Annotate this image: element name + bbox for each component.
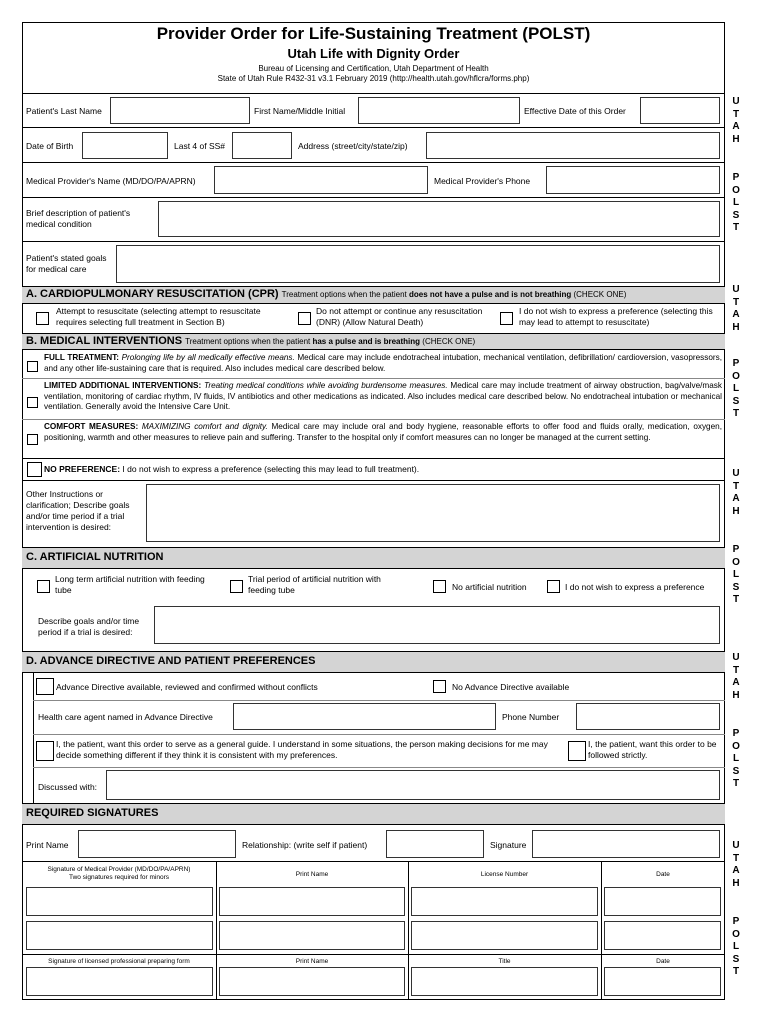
provider-license-2-input[interactable]	[411, 921, 598, 950]
section-d-title: D. ADVANCE DIRECTIVE AND PATIENT PREFERENCES	[26, 655, 316, 667]
full-treatment-checkbox[interactable]	[27, 361, 38, 372]
long-term-nutrition-label: Long term artificial nutrition with feeding tube	[55, 574, 205, 595]
condition-input[interactable]	[158, 201, 720, 237]
first-name-input[interactable]	[358, 97, 520, 124]
cpr-attempt-label: Attempt to resuscitate (selecting attempt to resuscitate requires selecting full treatment in Section B)	[56, 306, 261, 327]
full-treatment-text	[44, 353, 722, 374]
ssn-input[interactable]	[232, 132, 292, 159]
col-date-2: Date	[656, 958, 670, 965]
sig-table-col-divider	[408, 861, 409, 1000]
limited-interventions-checkbox[interactable]	[27, 397, 38, 408]
comfort-measures-text	[44, 422, 722, 443]
divider	[22, 480, 725, 481]
first-name-label: First Name/Middle Initial	[254, 106, 346, 116]
section-a-title	[26, 288, 626, 300]
divider	[22, 197, 725, 198]
section-a-note-post: (CHECK ONE)	[571, 290, 627, 299]
agent-phone-label: Phone Number	[502, 712, 560, 722]
full-treatment-title: FULL TREATMENT:	[44, 353, 120, 362]
effective-date-label: Effective Date of this Order	[524, 106, 626, 116]
divider	[33, 734, 725, 735]
effective-date-input[interactable]	[640, 97, 720, 124]
nutrition-nopref-label: I do not wish to express a preference	[565, 582, 705, 592]
limited-body: Medical care may include treatment of airway obstruction, bag/valve/mask ventilation, monitoring of cardiac rhythm, IV fluids, IV antibiotics and other medications as indicated. Also includes medical care described below. No endotracheal intubation or mechanical ventilation. Generally avoid the Intensive Care Unit.	[44, 381, 722, 411]
nutrition-goals-label: Describe goals and/or time period if a trial is desired:	[38, 616, 140, 637]
ad-available-checkbox[interactable]	[36, 678, 54, 695]
last-name-input[interactable]	[110, 97, 250, 124]
cpr-nopref-label: I do not wish to express a preference (selecting this may lead to attempt to resuscitate)	[519, 306, 713, 327]
form-title: Provider Order for Life-Sustaining Treatment (POLST)	[156, 24, 591, 43]
general-guide-label: I, the patient, want this order to serve as a general guide. I understand in some situations, the person making decisions for me may decide something different if they think it is consistent with my preferences.	[56, 739, 548, 760]
prep-date-input[interactable]	[604, 967, 721, 996]
ad-available-label: Advance Directive available, reviewed and confirmed without conflicts	[56, 682, 318, 692]
sig-table-col-divider	[601, 861, 602, 1000]
cpr-attempt-checkbox[interactable]	[36, 312, 49, 325]
full-treatment-body: Medical care may include endotracheal intubation, mechanical ventilation, defibrillation/ cardioversion, vasopressors, and any other life-sustaining care that is required. Also includes medical care described below.	[44, 353, 722, 373]
side-label-polst: P O L S T	[732, 916, 740, 977]
strict-order-checkbox[interactable]	[568, 741, 586, 761]
address-input[interactable]	[426, 132, 720, 159]
side-label-polst: P O L S T	[732, 172, 740, 233]
section-b-title	[26, 335, 475, 347]
form-subtitle: Utah Life with Dignity Order	[287, 46, 460, 61]
comfort-measures-checkbox[interactable]	[27, 434, 38, 445]
no-nutrition-label: No artificial nutrition	[452, 582, 527, 592]
section-b-title-text: B. MEDICAL INTERVENTIONS	[26, 335, 183, 347]
divider	[22, 419, 725, 420]
cpr-dnr-checkbox[interactable]	[298, 312, 311, 325]
dob-label: Date of Birth	[26, 141, 74, 151]
goals-input[interactable]	[116, 245, 720, 283]
provider-sig-1-input[interactable]	[26, 887, 213, 916]
no-nutrition-checkbox[interactable]	[433, 580, 446, 593]
divider	[33, 767, 725, 768]
sig-signature-input[interactable]	[532, 830, 720, 858]
header-line-2: State of Utah Rule R432-31 v3.1 February 2019 (http://health.utah.gov/hflcra/forms.php)	[217, 74, 530, 83]
limited-italic: Treating medical conditions while avoiding burdensome measures.	[203, 381, 448, 390]
prep-sig-label: Signature of licensed professional preparing form	[48, 958, 190, 965]
comfort-body: Medical care may include oral and body hygiene, reasonable efforts to offer food and fluids orally, medication, oxygen, positioning, warmth and other measures to relieve pain and suffering. Transfer to the hospital only if comfort measures can no longer be managed at the current setting.	[44, 422, 722, 442]
provider-print-2-input[interactable]	[219, 921, 405, 950]
address-label: Address (street/city/state/zip)	[298, 141, 408, 151]
side-label-utah: U T A H	[732, 284, 740, 333]
agent-label: Health care agent named in Advance Directive	[38, 712, 213, 722]
section-c-title: C. ARTIFICIAL NUTRITION	[26, 551, 164, 563]
comfort-italic: MAXIMIZING comfort and dignity.	[141, 422, 268, 431]
long-term-nutrition-checkbox[interactable]	[37, 580, 50, 593]
section-a-note-bold: does not have a pulse and is not breathing	[409, 290, 572, 299]
trial-nutrition-checkbox[interactable]	[230, 580, 243, 593]
no-ad-checkbox[interactable]	[433, 680, 446, 693]
agent-phone-input[interactable]	[576, 703, 720, 730]
discussed-input[interactable]	[106, 770, 720, 800]
provider-phone-input[interactable]	[546, 166, 720, 194]
section-a-note	[282, 290, 627, 299]
section-a-note-pre: Treatment options when the patient	[281, 290, 409, 299]
divider	[22, 93, 725, 94]
nutrition-nopref-checkbox[interactable]	[547, 580, 560, 593]
side-label-utah: U T A H	[732, 840, 740, 889]
col-date: Date	[656, 871, 670, 878]
divider	[22, 458, 725, 459]
col-print-name: Print Name	[295, 871, 329, 878]
provider-date-1-input[interactable]	[604, 887, 721, 916]
provider-sig-label: Signature of Medical Provider (MD/DO/PA/APRN)	[47, 866, 191, 873]
agent-input[interactable]	[233, 703, 496, 730]
side-label-polst: P O L S T	[732, 358, 740, 419]
provider-name-input[interactable]	[214, 166, 428, 194]
general-guide-checkbox[interactable]	[36, 741, 54, 761]
dob-input[interactable]	[82, 132, 168, 159]
sig-relationship-input[interactable]	[386, 830, 484, 858]
section-b-note-bold: has a pulse and is breathing	[312, 337, 421, 346]
side-label-utah: U T A H	[732, 652, 740, 701]
full-treatment-italic: Prolonging life by all medically effective means.	[121, 353, 295, 362]
provider-date-2-input[interactable]	[604, 921, 721, 950]
prep-title-input[interactable]	[411, 967, 598, 996]
cpr-dnr-label: Do not attempt or continue any resuscitation (DNR) (Allow Natural Death)	[316, 306, 483, 327]
trial-nutrition-label: Trial period of artificial nutrition with feeding tube	[248, 574, 381, 595]
strict-order-label: I, the patient, want this order to be followed strictly.	[588, 739, 717, 760]
divider	[22, 162, 725, 163]
col-title: Title	[498, 958, 511, 965]
form-header	[22, 24, 725, 83]
section-b-note-pre: Treatment options when the patient	[185, 337, 313, 346]
no-preference-text	[44, 464, 419, 474]
header-line-1: Bureau of Licensing and Certification, Utah Department of Health	[258, 64, 489, 73]
divider	[22, 954, 725, 955]
section-b-note	[185, 337, 475, 346]
limited-interventions-text	[44, 381, 722, 413]
condition-label: Brief description of patient's medical condition	[26, 208, 131, 229]
divider	[22, 378, 725, 379]
side-label-utah: U T A H	[732, 468, 740, 517]
sig-print-name-label: Print Name	[26, 840, 69, 850]
no-preference-checkbox[interactable]	[27, 462, 42, 477]
provider-sig-note: Two signatures required for minors	[68, 874, 170, 881]
no-preference-title: NO PREFERENCE:	[44, 464, 121, 474]
nutrition-goals-input[interactable]	[154, 606, 720, 644]
side-label-polst: P O L S T	[732, 728, 740, 789]
divider	[22, 241, 725, 242]
no-preference-body: I do not wish to express a preference (selecting this may lead to full treatment).	[122, 464, 420, 474]
divider	[22, 127, 725, 128]
prep-sig-input[interactable]	[26, 967, 213, 996]
comfort-title: COMFORT MEASURES:	[44, 422, 139, 431]
col-print-name-2: Print Name	[295, 958, 329, 965]
no-ad-label: No Advance Directive available	[452, 682, 570, 692]
side-label-utah: U T A H	[732, 96, 740, 145]
divider	[22, 861, 725, 862]
provider-license-1-input[interactable]	[411, 887, 598, 916]
goals-label: Patient's stated goals for medical care	[26, 253, 107, 274]
provider-sig-2-input[interactable]	[26, 921, 213, 950]
signatures-title: REQUIRED SIGNATURES	[26, 807, 159, 819]
prep-print-input[interactable]	[219, 967, 405, 996]
section-d-left-rule	[33, 673, 34, 803]
provider-sig-header	[24, 866, 214, 882]
provider-phone-label: Medical Provider's Phone	[434, 176, 531, 186]
side-label-polst: P O L S T	[732, 544, 740, 605]
sig-table-col-divider	[216, 861, 217, 1000]
ssn-label: Last 4 of SS#	[174, 141, 226, 151]
discussed-label: Discussed with:	[38, 782, 98, 792]
divider	[33, 700, 725, 701]
other-instructions-input[interactable]	[146, 484, 720, 542]
provider-name-label: Medical Provider's Name (MD/DO/PA/APRN)	[26, 176, 196, 186]
sig-signature-label: Signature	[490, 840, 527, 850]
section-a-title-text: A. CARDIOPULMONARY RESUSCITATION (CPR)	[26, 288, 279, 300]
sig-relationship-label: Relationship: (write self if patient)	[242, 840, 368, 850]
limited-title: LIMITED ADDITIONAL INTERVENTIONS:	[44, 381, 202, 390]
col-license-number: License Number	[480, 871, 529, 878]
provider-print-1-input[interactable]	[219, 887, 405, 916]
cpr-nopref-checkbox[interactable]	[500, 312, 513, 325]
last-name-label: Patient's Last Name	[26, 106, 102, 116]
section-b-note-post: (CHECK ONE)	[420, 337, 476, 346]
other-instructions-label: Other Instructions or clarification; Describe goals and/or time period if a trial intervention is desired:	[26, 489, 130, 532]
sig-print-name-input[interactable]	[78, 830, 236, 858]
